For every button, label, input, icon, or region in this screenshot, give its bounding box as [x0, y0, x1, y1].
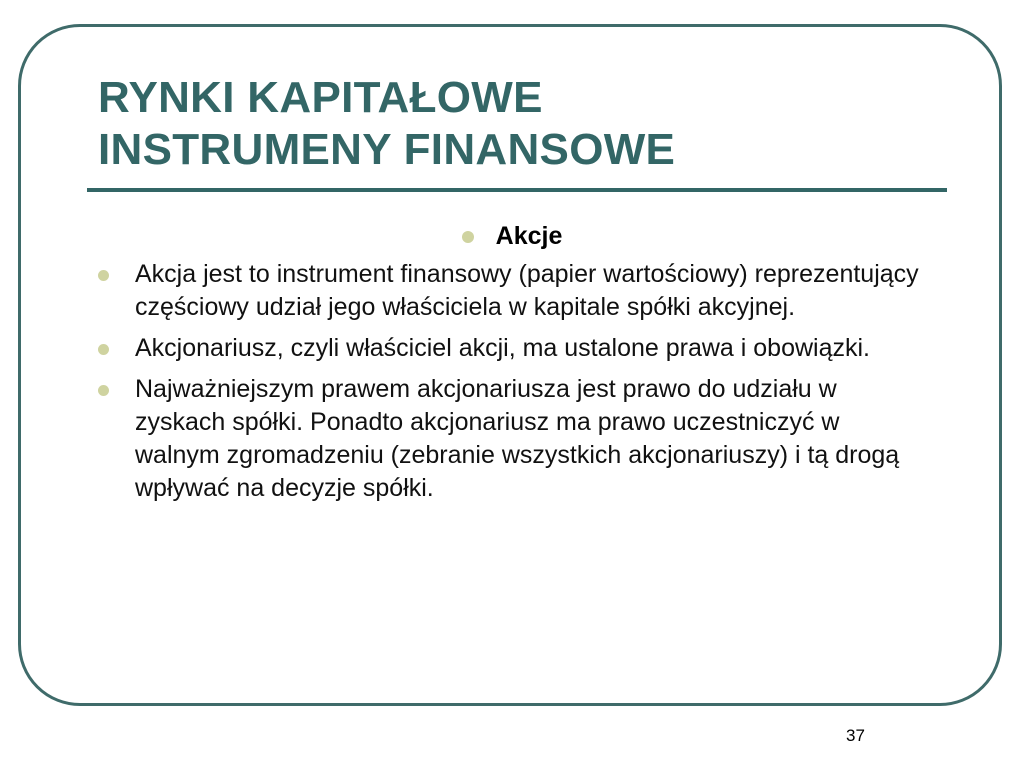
- subheading: [0, 219, 1024, 253]
- bullet-dot-icon: [98, 344, 109, 355]
- bullet-text: Akcjonariusz, czyli właściciel akcji, ma ustalone prawa i obowiązki.: [135, 334, 870, 362]
- bullet-list: [98, 258, 928, 513]
- slide-title-line-1: RYNKI KAPITAŁOWE: [98, 73, 543, 122]
- subheading-item: [462, 219, 563, 253]
- bullet-dot-icon: [98, 270, 109, 281]
- slide-title-line-2: INSTRUMENY FINANSOWE: [98, 125, 676, 174]
- subheading-text: Akcje: [495, 222, 563, 250]
- bullet-dot-icon: [98, 385, 109, 396]
- bullet-text: Najważniejszym prawem akcjonariusza jest prawo do udziału w zyskach spółki. Ponadto akcjonariusz ma prawo uczestniczyć w walnym zgromadzeniu (zebranie wszystkich akcjonariuszy) i tą drogą wpływać na decyzje spółki.: [135, 375, 900, 502]
- slide-title: [98, 72, 675, 176]
- bullet-item: [98, 332, 928, 365]
- bullet-text: Akcja jest to instrument finansowy (papier wartościowy) reprezentujący częściowy udział jego właściciela w kapitale spółki akcyjnej.: [135, 260, 919, 321]
- bullet-item: [98, 373, 928, 505]
- page-number: 37: [846, 726, 865, 745]
- bullet-item: [98, 258, 928, 324]
- title-divider: [87, 188, 947, 192]
- bullet-dot-icon: [462, 231, 474, 243]
